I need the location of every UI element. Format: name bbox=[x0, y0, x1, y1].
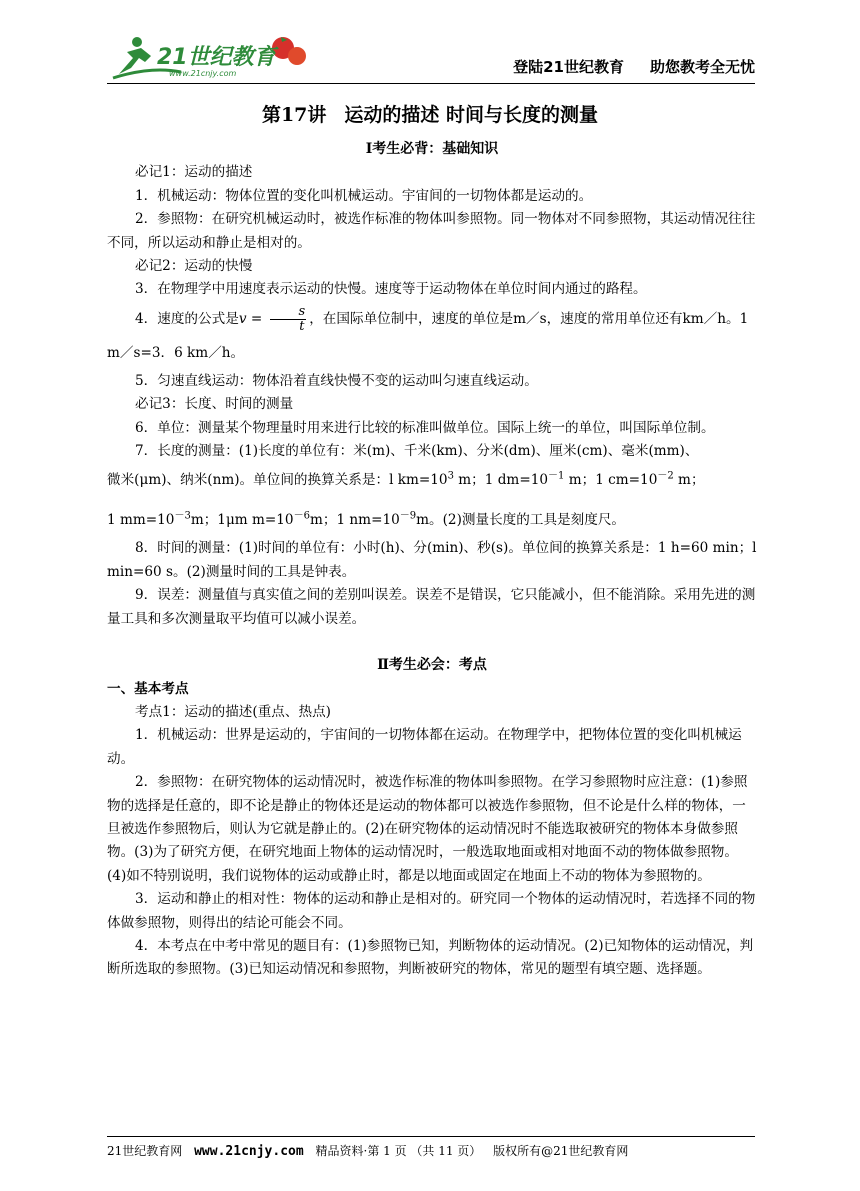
paragraph-8: 8．时间的测量：(1)时间的单位有：小时(h)、分(min)、秒(s)。单位间的换算关系是：1 h=60 min；l min=60 s。(2)测量时间的工具是钟表。 bbox=[107, 540, 757, 580]
speed-symbol: v bbox=[238, 310, 247, 327]
basic-points-heading: 一、基本考点 bbox=[107, 680, 189, 697]
logo-text: 21世纪教育 bbox=[157, 45, 276, 70]
header-slogan bbox=[513, 56, 755, 77]
paragraph-1: 1．机械运动：物体位置的变化叫机械运动。宇宙间的一切物体都是运动的。 bbox=[135, 187, 593, 204]
exp-4: －3 bbox=[174, 510, 191, 522]
point-1: 1．机械运动：世界是运动的，宇宙间的一切物体都在运动。在物理学中，把物体位置的变化叫机械运动。 bbox=[107, 727, 742, 767]
paragraph-4 bbox=[107, 302, 757, 370]
lecture-number: 第17讲 bbox=[261, 104, 327, 126]
point-3: 3．运动和静止的相对性：物体的运动和静止是相对的。研究同一个物体的运动情况时，若选择不同的物体做参照物，则得出的结论可能会不同。 bbox=[107, 891, 756, 931]
unit-conv-3: m；1 cm=10 bbox=[564, 472, 658, 489]
footer-url[interactable]: www.21cnjy.com bbox=[194, 1144, 304, 1159]
exp-6: －9 bbox=[399, 510, 417, 522]
equals-sign: = bbox=[246, 310, 267, 327]
unit-conv-2: m；1 dm=10 bbox=[453, 472, 549, 489]
unit-conv-4: m； bbox=[673, 472, 705, 489]
unit-conv-1: 微米(μm)、纳米(nm)。单位间的换算关系是：l km=10 bbox=[107, 472, 448, 489]
slogan-right: 助您教考全无忧 bbox=[649, 58, 755, 76]
21cnjy-logo bbox=[111, 34, 311, 80]
speed-fraction bbox=[270, 305, 307, 334]
section-2-heading: Ⅱ考生必会：考点 bbox=[377, 657, 487, 674]
lecture-topic: 运动的描述 时间与长度的测量 bbox=[344, 104, 599, 126]
page-footer bbox=[107, 1136, 755, 1159]
paragraph-7a: 7．长度的测量：(1)长度的单位有：米(m)、千米(km)、分米(dm)、厘米(cm)、毫米(mm)、 bbox=[135, 443, 699, 460]
header-divider bbox=[107, 83, 755, 84]
memo-2: 必记2：运动的快慢 bbox=[135, 258, 253, 275]
unit-conv-8: m。(2)测量长度的工具是刻度尺。 bbox=[416, 512, 626, 529]
kaodian-1: 考点1：运动的描述(重点、热点) bbox=[135, 703, 331, 720]
unit-conv-5: 1 mm=10 bbox=[107, 512, 175, 529]
page-title bbox=[0, 100, 860, 127]
paragraph-7b bbox=[107, 463, 757, 497]
page-header bbox=[107, 32, 755, 84]
footer-page: 精品资料·第 1 页 （共 11 页） bbox=[315, 1144, 482, 1158]
exp-3: －2 bbox=[657, 470, 674, 482]
speed-unit-text: ，在国际单位制中，速度的单位是m／s，速度的常用单位还有km／h。1 m／s=3．6 km／h。 bbox=[107, 310, 749, 361]
point-2: 2．参照物：在研究物体的运动情况时，被选作标准的物体叫参照物。在学习参照物时应注意：(1)参照物的选择是任意的，即不论是静止的物体还是运动的物体都可以被选作参照物，但不论是什么样的物体，一旦被选作参照物后，则认为它就是静止的。(2)在研究物体的运动情况时不能选取被研究的物体本身做参照物。(3)为了研究方便，在研究地面上物体的运动情况时，一般选取地面或相对地面不动的物体做参照物。(4)如不特别说明，我们说物体的运动或静止时，都是以地面或固定在地面上不动的物体为参照物的。 bbox=[107, 774, 748, 884]
paragraph-2: 2．参照物：在研究机械运动时，被选作标准的物体叫参照物。同一物体对不同参照物，其运动情况往往不同，所以运动和静止是相对的。 bbox=[107, 211, 756, 251]
unit-conv-6: m；1μm m=10 bbox=[190, 512, 294, 529]
slogan-left: 登陆21世纪教育 bbox=[513, 58, 624, 76]
exp-1: 3 bbox=[447, 470, 454, 482]
unit-conv-7: m；1 nm=10 bbox=[309, 512, 400, 529]
section-gap bbox=[107, 631, 757, 654]
footer-site: 21世纪教育网 bbox=[107, 1144, 183, 1158]
exp-2: －1 bbox=[548, 470, 565, 482]
document-body bbox=[107, 138, 757, 982]
paragraph-9: 9．误差：测量值与真实值之间的差别叫误差。误差不是错误，它只能减小，但不能消除。采用先进的测量工具和多次测量取平均值可以减小误差。 bbox=[107, 587, 756, 627]
paragraph-3: 3．在物理学中用速度表示运动的快慢。速度等于运动物体在单位时间内通过的路程。 bbox=[135, 281, 647, 298]
paragraph-6: 6．单位：测量某个物理量时用来进行比较的标准叫做单位。国际上统一的单位，叫国际单位制。 bbox=[135, 419, 715, 436]
exp-5: －6 bbox=[293, 510, 310, 522]
speed-formula-intro: 4．速度的公式是 bbox=[135, 310, 239, 327]
paragraph-7c bbox=[107, 503, 757, 537]
memo-1: 必记1：运动的描述 bbox=[135, 164, 253, 181]
footer-copyright: 版权所有@21世纪教育网 bbox=[493, 1144, 629, 1158]
point-4: 4．本考点在中考中常见的题目有：(1)参照物已知，判断物体的运动情况。(2)已知物体的运动情况，判断所选取的参照物。(3)已知运动情况和参照物，判断被研究的物体，常见的题型有填空题、选择题。 bbox=[107, 937, 754, 978]
logo-url: www.21cnjy.com bbox=[169, 69, 237, 78]
section-1-heading: Ⅰ考生必背：基础知识 bbox=[365, 141, 499, 157]
fraction-numerator: s bbox=[270, 305, 307, 320]
paragraph-5: 5．匀速直线运动：物体沿着直线快慢不变的运动叫匀速直线运动。 bbox=[135, 372, 538, 389]
memo-3: 必记3：长度、时间的测量 bbox=[135, 396, 294, 413]
fraction-denominator: t bbox=[299, 318, 305, 334]
